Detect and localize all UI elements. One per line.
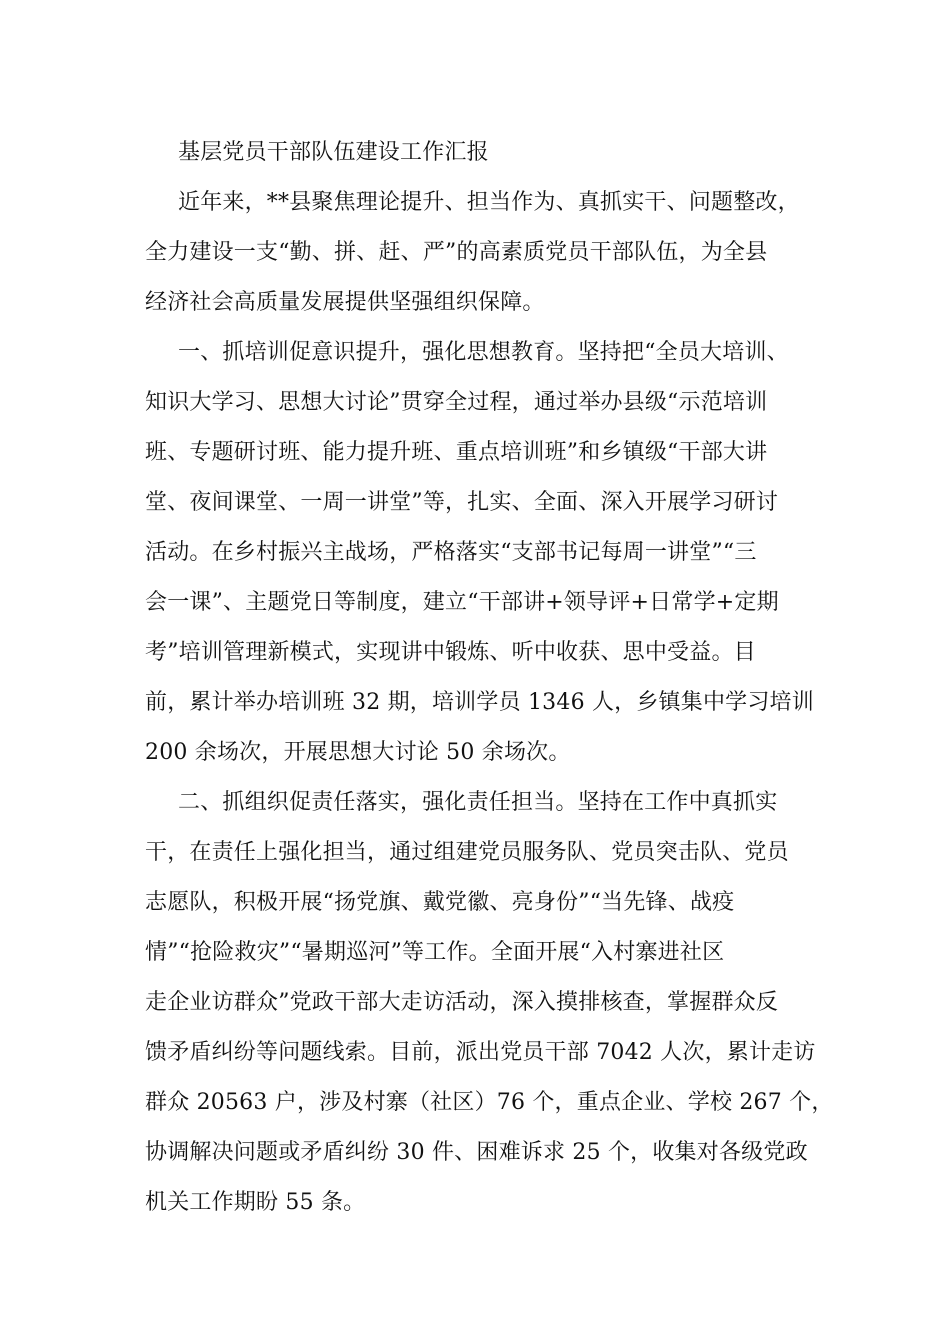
paragraph-line: 二、抓组织促责任落实，强化责任担当。坚持在工作中真抓实 — [178, 790, 778, 815]
paragraph-line: 经济社会高质量发展提供坚强组织保障。 — [145, 290, 545, 315]
paragraph-line: 一、抓培训促意识提升，强化思想教育。坚持把“全员大培训、 — [178, 340, 789, 365]
paragraph-line: 走企业访群众”党政干部大走访活动，深入摸排核查，掌握群众反 — [145, 990, 779, 1015]
paragraph-line: 前，累计举办培训班 32 期，培训学员 1346 人，乡镇集中学习培训 — [145, 690, 814, 715]
paragraph-line: 情”“抢险救灾”“暑期巡河”等工作。全面开展“入村寨进社区 — [145, 940, 725, 965]
paragraph-line: 知识大学习、思想大讨论”贯穿全过程，通过举办县级“示范培训 — [145, 390, 768, 415]
paragraph-line: 会一课”、主题党日等制度，建立“干部讲+领导评+日常学+定期 — [145, 590, 779, 615]
paragraph-line: 堂、夜间课堂、一周一讲堂”等，扎实、全面、深入开展学习研讨 — [145, 490, 779, 515]
paragraph-line: 馈矛盾纠纷等问题线索。目前，派出党员干部 7042 人次，累计走访 — [145, 1040, 816, 1065]
document-title: 基层党员干部队伍建设工作汇报 — [178, 140, 489, 165]
paragraph-line: 干，在责任上强化担当，通过组建党员服务队、党员突击队、党员 — [145, 840, 789, 865]
paragraph-line: 志愿队，积极开展“扬党旗、戴党徽、亮身份”“当先锋、战疫 — [145, 890, 735, 915]
paragraph-line: 机关工作期盼 55 条。 — [145, 1190, 366, 1215]
paragraph-line: 班、专题研讨班、能力提升班、重点培训班”和乡镇级“干部大讲 — [145, 440, 768, 465]
paragraph-line: 群众 20563 户，涉及村寨（社区）76 个，重点企业、学校 267 个， — [145, 1090, 834, 1115]
paragraph-line: 200 余场次，开展思想大讨论 50 余场次。 — [145, 740, 571, 765]
paragraph-line: 活动。在乡村振兴主战场，严格落实“支部书记每周一讲堂”“三 — [145, 540, 757, 565]
paragraph-line: 全力建设一支“勤、拼、赶、严”的高素质党员干部队伍，为全县 — [145, 240, 768, 265]
paragraph-line: 协调解决问题或矛盾纠纷 30 件、困难诉求 25 个，收集对各级党政 — [145, 1140, 808, 1165]
paragraph-line: 近年来，**县聚焦理论提升、担当作为、真抓实干、问题整改， — [178, 190, 800, 215]
paragraph-line: 考”培训管理新模式，实现讲中锻炼、听中收获、思中受益。目 — [145, 640, 756, 665]
